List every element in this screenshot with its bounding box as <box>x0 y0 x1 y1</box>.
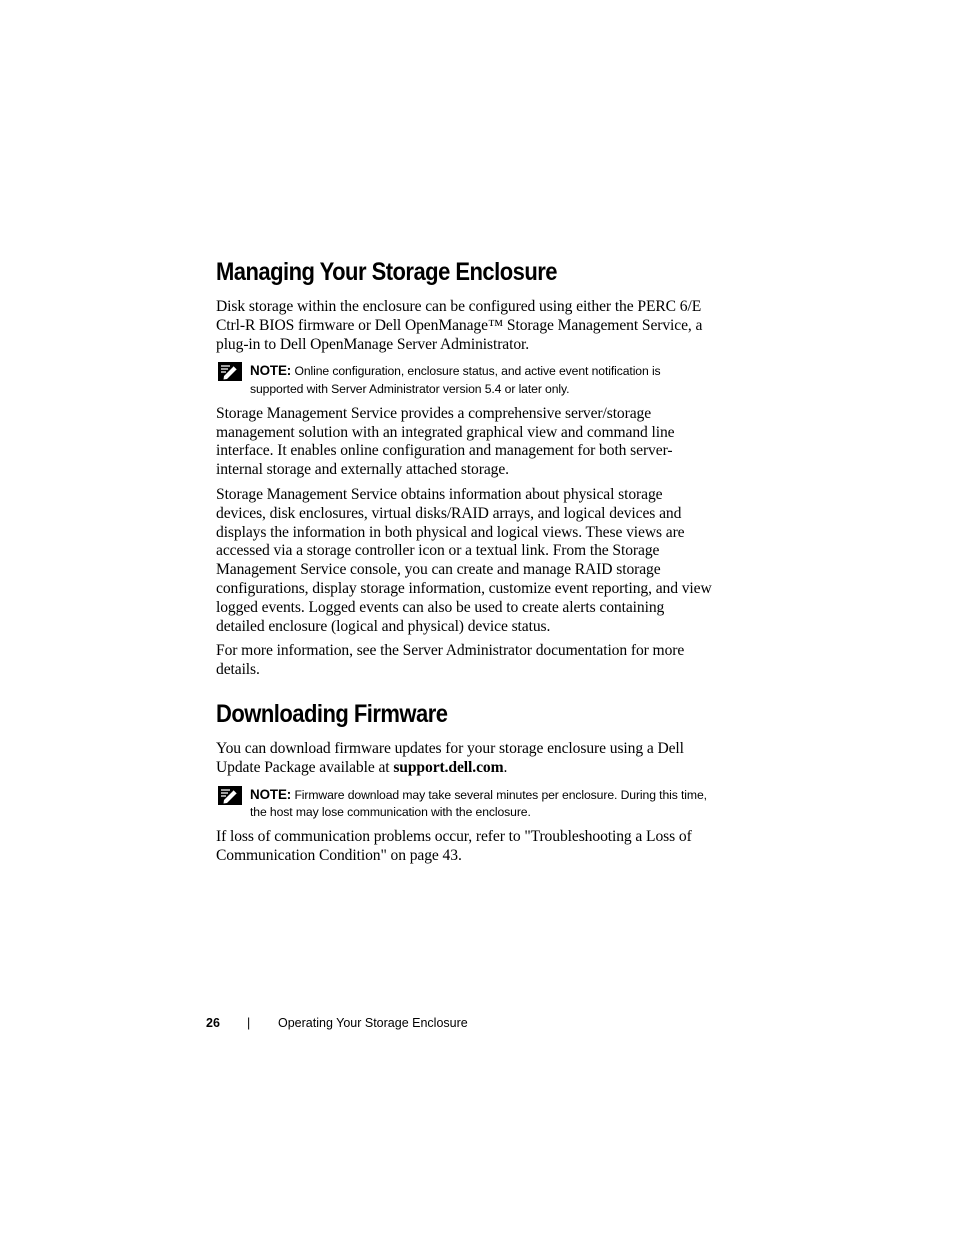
note-firmware-download <box>216 786 716 821</box>
note-label: NOTE: <box>250 786 292 802</box>
paragraph-more-information: For more information, see the Server Administrator documentation for more details. <box>216 642 685 679</box>
pencil-note-icon <box>218 362 242 381</box>
footer-chapter-title: Operating Your Storage Enclosure <box>278 1016 468 1030</box>
paragraph-storage-management-service: Storage Management Service provides a comprehensive server/storage management solution with an integrated graphical view and command line interface. It enables online configuration and management for both server-internal storage and externally attached storage. <box>216 404 675 479</box>
footer-separator: | <box>247 1016 251 1030</box>
heading-downloading-firmware: Downloading Firmware <box>216 699 448 728</box>
paragraph-download-firmware <box>216 740 716 778</box>
support-link[interactable]: support.dell.com <box>393 758 504 776</box>
paragraph-disk-storage: Disk storage within the enclosure can be configured using either the PERC 6/E Ctrl-R BIOS firmware or Dell OpenManage™ Storage Management Service, a plug-in to Dell OpenManage Server Administrator. <box>216 298 703 353</box>
heading-managing-storage-enclosure: Managing Your Storage Enclosure <box>216 258 557 286</box>
pencil-note-icon <box>218 786 242 805</box>
note-text: Firmware download may take several minutes per enclosure. During this time, the host may lose communication with the enclosure. <box>250 787 707 819</box>
note-text: Online configuration, enclosure status, and active event notification is supported with Server Administrator version 5.4 or later only. <box>250 364 661 396</box>
note-online-configuration <box>216 362 716 397</box>
paragraph-storage-information: Storage Management Service obtains information about physical storage devices, disk enclosures, virtual disks/RAID arrays, and logical devices and displays the information in both physical and logical views. These views are accessed via a storage controller icon or a textual link. From the Storage Management Service console, you can create and manage RAID storage configurations, display storage information, customize event reporting, and view logged events. Logged events can also be used to create alerts containing detailed enclosure (logical and physical) device status. <box>216 485 712 635</box>
page-content <box>216 255 716 866</box>
paragraph-punctuation: . <box>503 758 508 776</box>
note-label: NOTE: <box>250 363 292 379</box>
page-number: 26 <box>206 1016 220 1030</box>
paragraph-loss-of-communication: If loss of communication problems occur, refer to "Troubleshooting a Loss of Communication Condition" on page 43. <box>216 827 692 864</box>
paragraph-text: You can download firmware updates for your storage enclosure using a Dell Update Package available at <box>216 739 684 776</box>
